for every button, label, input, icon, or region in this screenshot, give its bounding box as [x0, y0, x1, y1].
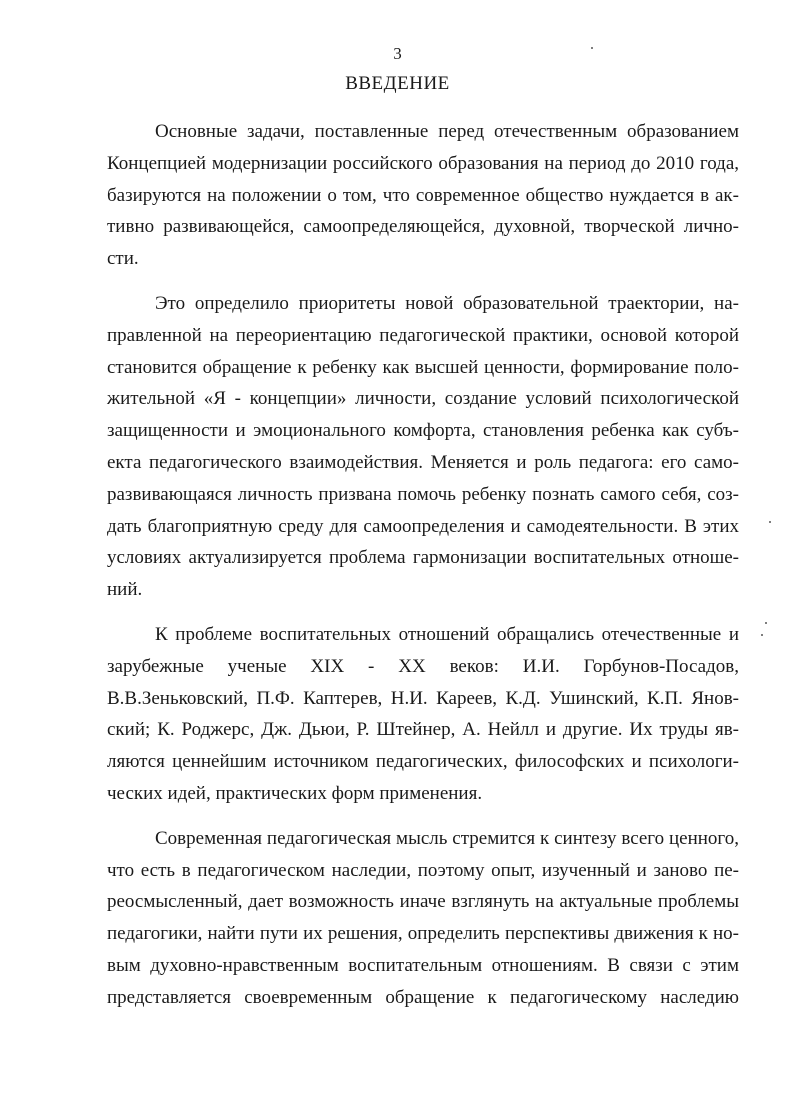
- paragraph-1: [107, 116, 739, 275]
- section-heading: ВВЕДЕНИЕ: [345, 73, 450, 94]
- text-line: Современная педагогическая мысль стремится к синтезу всего ценного,: [155, 827, 739, 849]
- text-line: Концепцией модернизации российского образования на период до 2010 года,: [107, 152, 739, 174]
- paragraph-2: [107, 288, 739, 606]
- paragraph-3: [107, 619, 739, 810]
- text-line: тивно развивающейся, самоопределяющейся, духовной, творческой лично-: [107, 216, 739, 238]
- text-line: ляются ценнейшим источником педагогических, философских и психологи-: [107, 751, 739, 773]
- text-line: условиях актуализируется проблема гармонизации воспитательных отноше-: [107, 547, 739, 569]
- text-line: педагогики, найти пути их решения, определить перспективы движения к но-: [107, 923, 739, 945]
- text-line: зарубежные ученые XIX - XX веков: И.И. Горбунов-Посадов,: [107, 655, 739, 677]
- text-line: жительной «Я - концепции» личности, создание условий психологической: [107, 388, 739, 410]
- text-line: Основные задачи, поставленные перед отечественным образованием: [155, 121, 739, 142]
- text-line: Это определило приоритеты новой образовательной траектории, на-: [155, 292, 739, 314]
- text-line: вым духовно-нравственным воспитательным отношениям. В связи с этим: [107, 954, 739, 976]
- scan-speck: [769, 521, 771, 523]
- text-line: екта педагогического взаимодействия. Меняется и роль педагога: его само-: [107, 451, 739, 473]
- text-line: развивающаяся личность призвана помочь ребенку познать самого себя, соз-: [107, 483, 739, 505]
- text-line: базируются на положении о том, что современное общество нуждается в ак-: [107, 184, 739, 206]
- scan-speck: [591, 47, 593, 49]
- text-line: ческих идей, практических форм применения.: [107, 782, 483, 804]
- text-line: ний.: [107, 579, 143, 601]
- text-line: ский; К. Роджерс, Дж. Дьюи, Р. Штейнер, А. Нейлл и другие. Их труды яв-: [107, 719, 739, 741]
- scan-speck: [765, 622, 767, 624]
- page-number: 3: [393, 44, 402, 63]
- scan-speck: [761, 634, 763, 636]
- text-line: что есть в педагогическом наследии, поэтому опыт, изученный и заново пе-: [107, 859, 739, 881]
- body-text: [107, 116, 739, 1014]
- text-line: защищенности и эмоционального комфорта, становления ребенка как субъ-: [107, 420, 739, 442]
- text-line: В.В.Зеньковский, П.Ф. Каптерев, Н.И. Кареев, К.Д. Ушинский, К.П. Янов-: [107, 687, 739, 709]
- text-line: реосмысленный, дает возможность иначе взглянуть на актуальные проблемы: [107, 891, 739, 913]
- text-line: сти.: [107, 248, 139, 270]
- text-line: становится обращение к ребенку как высшей ценности, формирование поло-: [107, 356, 739, 378]
- paragraph-4: [107, 823, 739, 1014]
- text-line: представляется своевременным обращение к педагогическому наследию: [107, 986, 739, 1008]
- text-line: дать благоприятную среду для самоопределения и самодеятельности. В этих: [107, 515, 739, 537]
- text-line: К проблеме воспитательных отношений обращались отечественные и: [155, 623, 739, 645]
- text-line: правленной на переориентацию педагогической практики, основой которой: [107, 324, 739, 346]
